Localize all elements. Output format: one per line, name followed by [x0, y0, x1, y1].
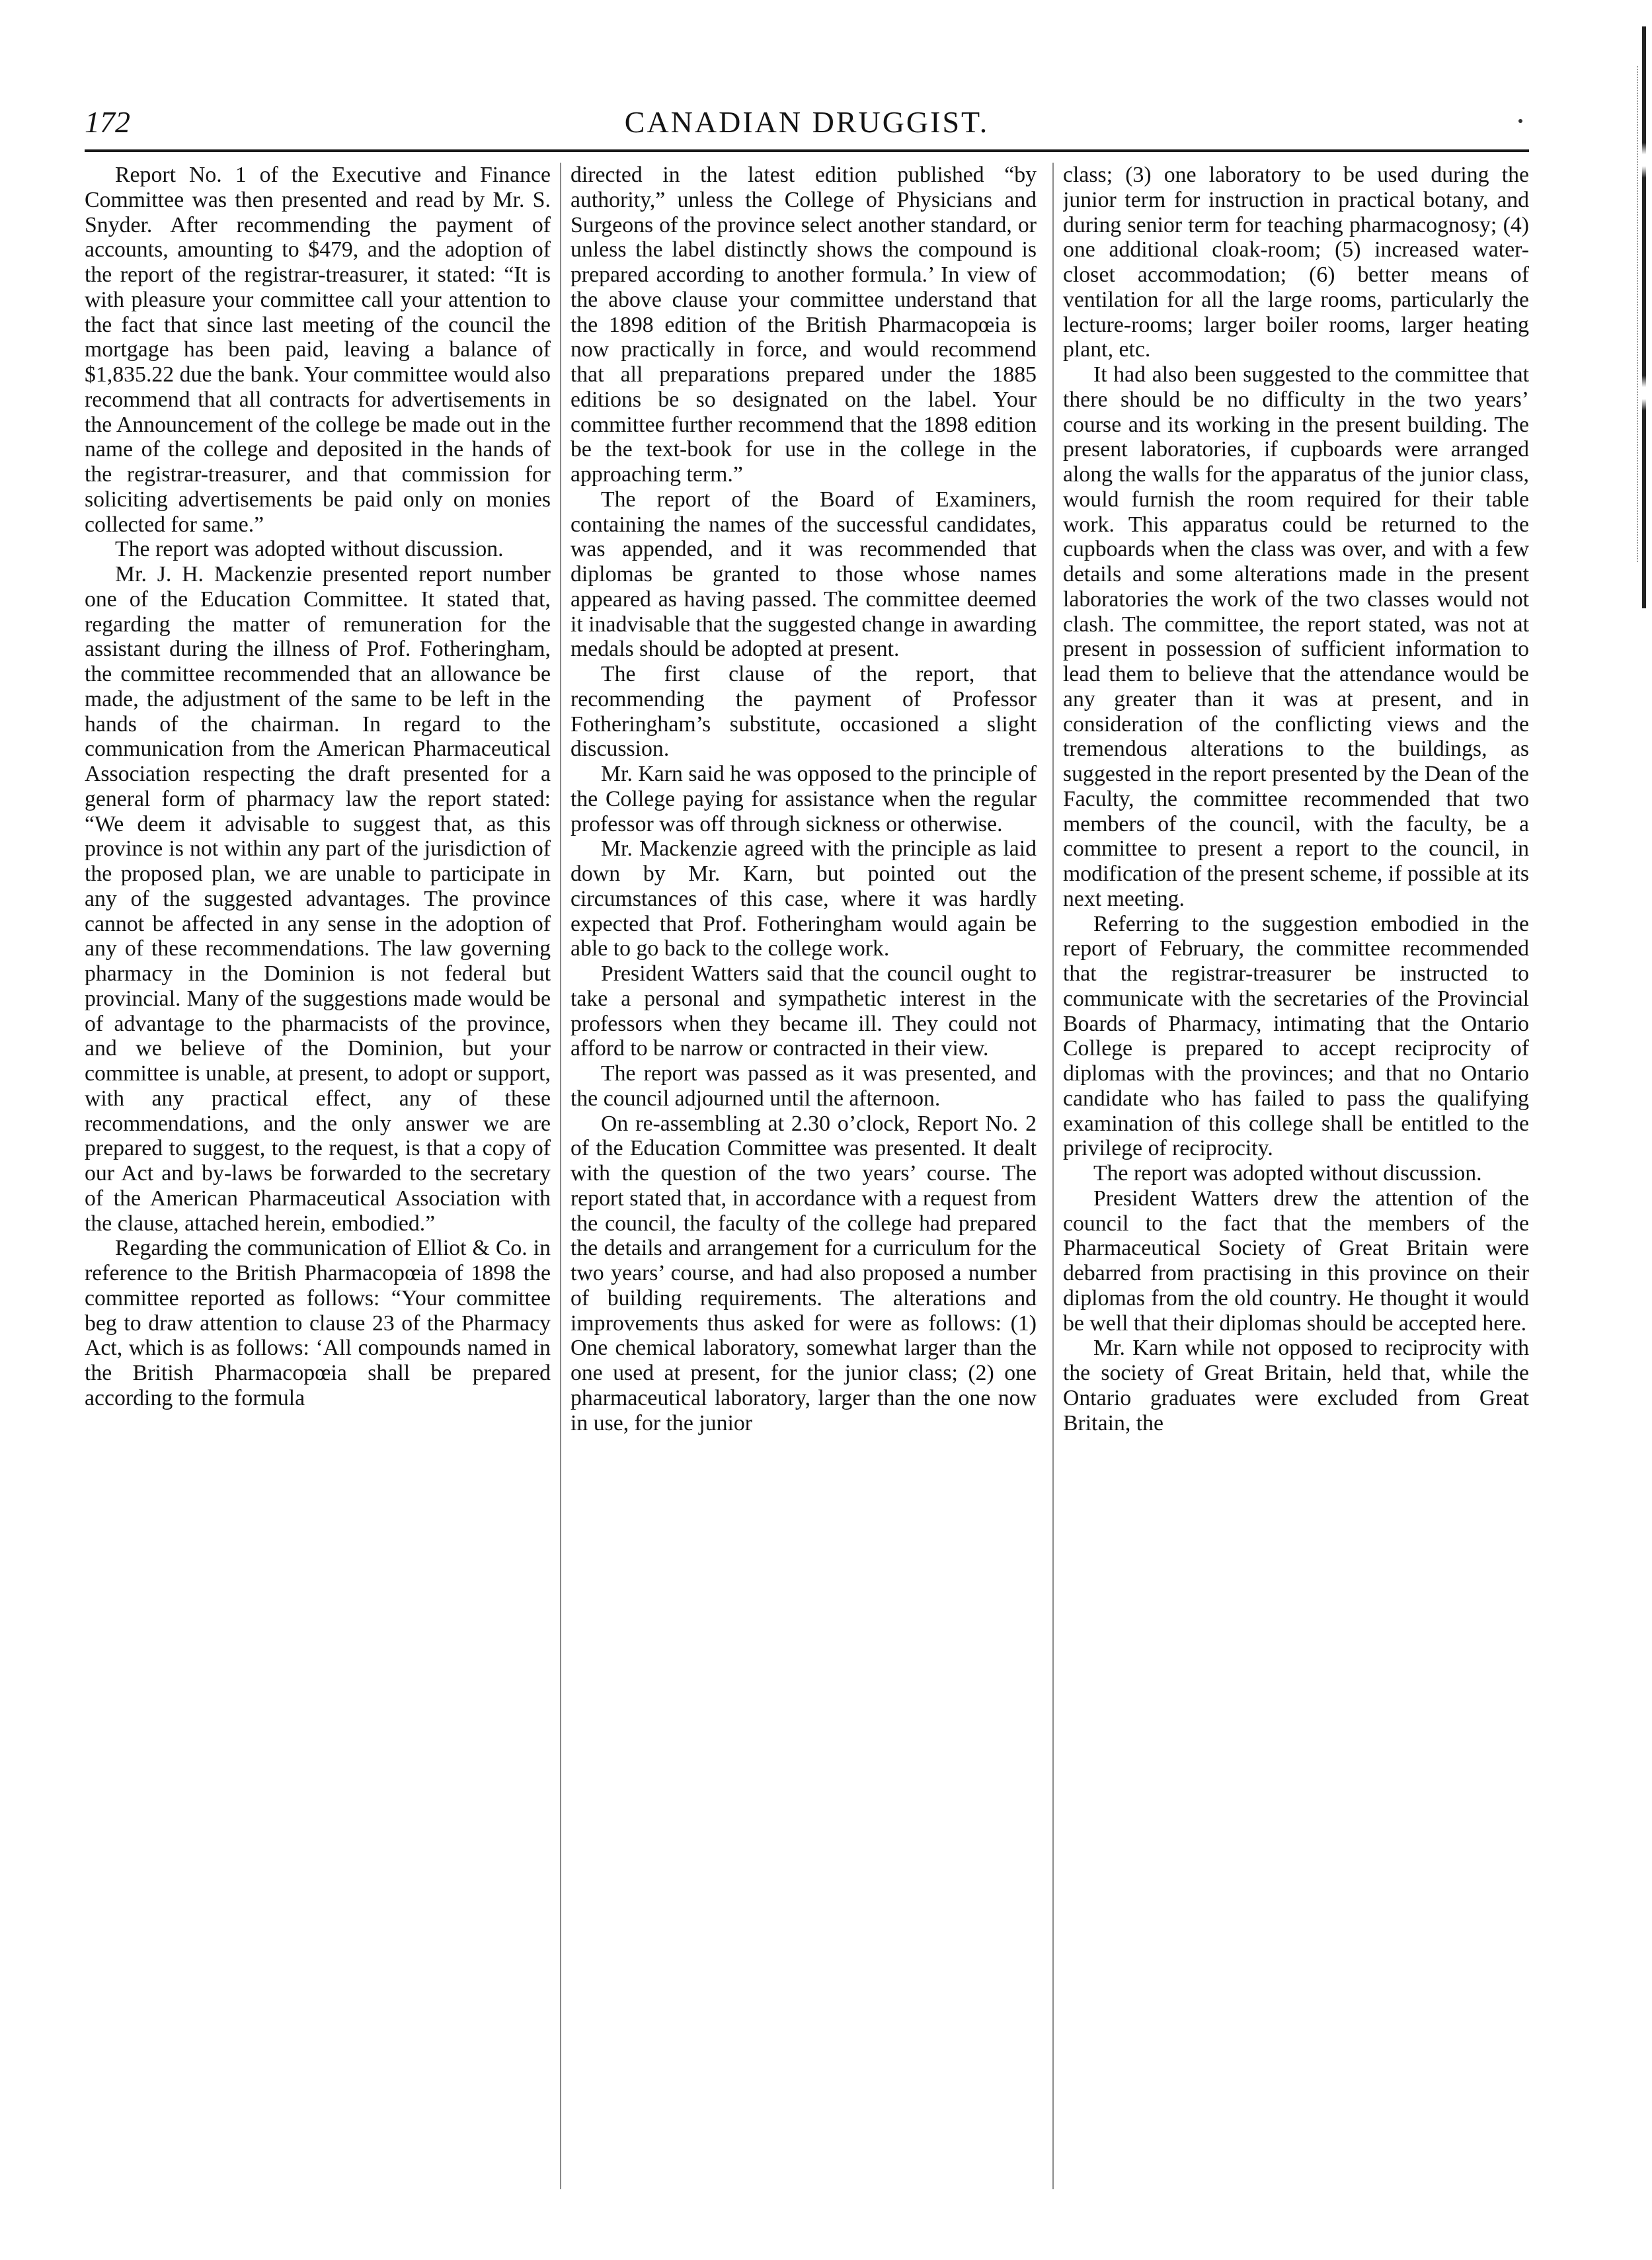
page-number: 172 — [85, 105, 130, 139]
paragraph: The report of the Board of Examiners, containing the names of the successful candidates, was appended, and it was recommended that diplomas be granted to those whose names appeared as having passed. The committee deemed it inadvisable that the suggested change in awarding medals should be adopted at present. — [570, 487, 1037, 662]
paragraph: President Watters said that the council ought to take a personal and sympathetic interest in the professors when they became ill. They could not afford to be narrow or contracted in their view. — [570, 961, 1037, 1061]
paragraph: Mr. J. H. Mackenzie presented report number one of the Education Committee. It stated that, regarding the matter of remuneration for the assistant during the illness of Prof. Fotheringham, the committee recommended that an allowance be made, the adjustment of the same to be left in the hands of the chairman. In regard to the communication from the American Pharmaceutical Association respecting the draft presented for a general form of pharmacy law the report stated: “We deem it advisable to suggest that, as this province is not within any part of the jurisdiction of the proposed plan, we are unable to participate in any of the suggested advantages. The province cannot be affected in any sense in the adoption of any of these recommendations. The law governing pharmacy in the Dominion is not federal but provincial. Many of the suggestions made would be of advantage to the pharmacists of the province, and we believe of the Dominion, but your committee is unable, at present, to adopt or support, with any practical effect, any of these recommendations, and the only answer we are prepared to suggest, to the request, is that a copy of our Act and by-laws be forwarded to the secretary of the American Pharmaceutical Association with the clause, attached herein, embodied.” — [85, 562, 551, 1236]
journal-title: CANADIAN DRUGGIST. — [624, 105, 990, 139]
paragraph: Report No. 1 of the Executive and Finance Committee was then presented and read by Mr. S. Snyder. After recommending the payment of accounts, amounting to $479, and the adoption of the report of the registrar-treasurer, it stated: “It is with pleasure your committee call your attention to the fact that since last meeting of the council the mortgage has been paid, leaving a balance of $1,835.22 due the bank. Your committee would also recommend that all contracts for advertisements in the Announcement of the college be made out in the name of the college and deposited in the hands of the registrar-treasurer, and that commission for soliciting advertisements be paid only on monies collected for same.” — [85, 163, 551, 537]
paragraph-continued: class; (3) one laboratory to be used during the junior term for instruction in practical botany, and during senior term for teaching pharmacognosy; (4) one additional cloak-room; (5) increased water-closet accommodation; (6) better means of ventilation for all the large rooms, particularly the lecture-rooms; larger boiler rooms, larger heating plant, etc. — [1063, 163, 1529, 362]
column-2 — [570, 163, 1037, 2186]
column-divider — [560, 163, 561, 2189]
paragraph: The report was adopted without discussion. — [1093, 1161, 1482, 1186]
paragraph: Referring to the suggestion embodied in the report of February, the committee recommended that the registrar-treasurer be instructed to communicate with the secretaries of the Provincial Boards of Pharmacy, intimating that the Ontario College is prepared to accept reciprocity of diplomas with the provinces; and that no Ontario candidate who has failed to pass the qualifying examination of this college shall be entitled to the privilege of reciprocity. — [1063, 911, 1529, 1161]
running-header — [85, 99, 1529, 145]
scan-edge-mark — [1642, 26, 1646, 608]
paragraph: On re-assembling at 2.30 o’clock, Report No. 2 of the Education Committee was presented. It dealt with the question of the two years’ course. The report stated that, in accordance with a request from the council, the faculty of the college had prepared the details and arrangement for a curriculum for the two years’ course, and had also proposed a number of building requirements. The alterations and improvements thus asked for were as follows: (1) One chemical laboratory, somewhat larger than the one used at present, for the junior class; (2) one pharmaceutical laboratory, larger than the one now in use, for the junior — [570, 1111, 1037, 1435]
scan-edge-dots — [1637, 66, 1640, 562]
paragraph-continued: directed in the latest edition published “by authority,” unless the College of Physicians and Surgeons of the province select another standard, or unless the label distinctly shows the compound is prepared according to another formula.’ In view of the above clause your committee understand that the 1898 edition of the British Pharmacopœia is now practically in force, and would recommend that all preparations prepared under the 1885 editions be so designated on the label. Your committee further recommend that the 1898 edition be the text-book for use in the college in the approaching term.” — [570, 163, 1037, 487]
paragraph: It had also been suggested to the committee that there should be no difficulty in the two years’ course and its working in the present building. The present laboratories, if cupboards were arranged along the walls for the apparatus of the junior class, would furnish the room required for their table work. This apparatus could be returned to the cupboards when the class was over, and with a few details and some alterations made in the present laboratories the work of the two classes would not clash. The committee, the report stated, was not at present in possession of sufficient information to lead them to believe that the attendance would be any greater than it was at present, and in consideration of the conflicting views and the tremendous alterations to the buildings, as suggested in the report presented by the Dean of the Faculty, the committee recommended that two members of the council, with the faculty, be a committee to present a report to the council, in modification of the present scheme, if possible at its next meeting. — [1063, 362, 1529, 911]
header-rule — [85, 149, 1529, 152]
paragraph: Mr. Karn while not opposed to reciprocity with the society of Great Britain, held that, while the Ontario graduates were excluded from Great Britain, the — [1063, 1336, 1529, 1435]
paragraph: The report was passed as it was presented, and the council adjourned until the afternoon. — [570, 1061, 1037, 1111]
paragraph: Regarding the communication of Elliot & Co. in reference to the British Pharmacopœia of 1898 the committee reported as follows: “Your committee beg to draw attention to clause 23 of the Pharmacy Act, which is as follows: ‘All compounds named in the British Pharmacopœia shall be prepared according to the formula — [85, 1236, 551, 1410]
paragraph: The first clause of the report, that recommending the payment of Professor Fotheringham’s substitute, occasioned a slight discussion. — [570, 662, 1037, 762]
column-1 — [85, 163, 551, 2186]
column-3 — [1063, 163, 1529, 2186]
paragraph: Mr. Karn said he was opposed to the principle of the College paying for assistance when the regular professor was off through sickness or otherwise. — [570, 762, 1037, 836]
header-dot — [1518, 119, 1522, 123]
paragraph: President Watters drew the attention of the council to the fact that the members of the Pharmaceutical Society of Great Britain were debarred from practising in this province on their diplomas from the old country. He thought it would be well that their diplomas should be accepted here. — [1063, 1186, 1529, 1336]
column-divider — [1052, 163, 1054, 2189]
paragraph: Mr. Mackenzie agreed with the principle as laid down by Mr. Karn, but pointed out the circumstances of this case, where it was hardly expected that Prof. Fotheringham would again be able to go back to the college work. — [570, 836, 1037, 961]
paragraph: The report was adopted without discussion. — [115, 537, 504, 562]
